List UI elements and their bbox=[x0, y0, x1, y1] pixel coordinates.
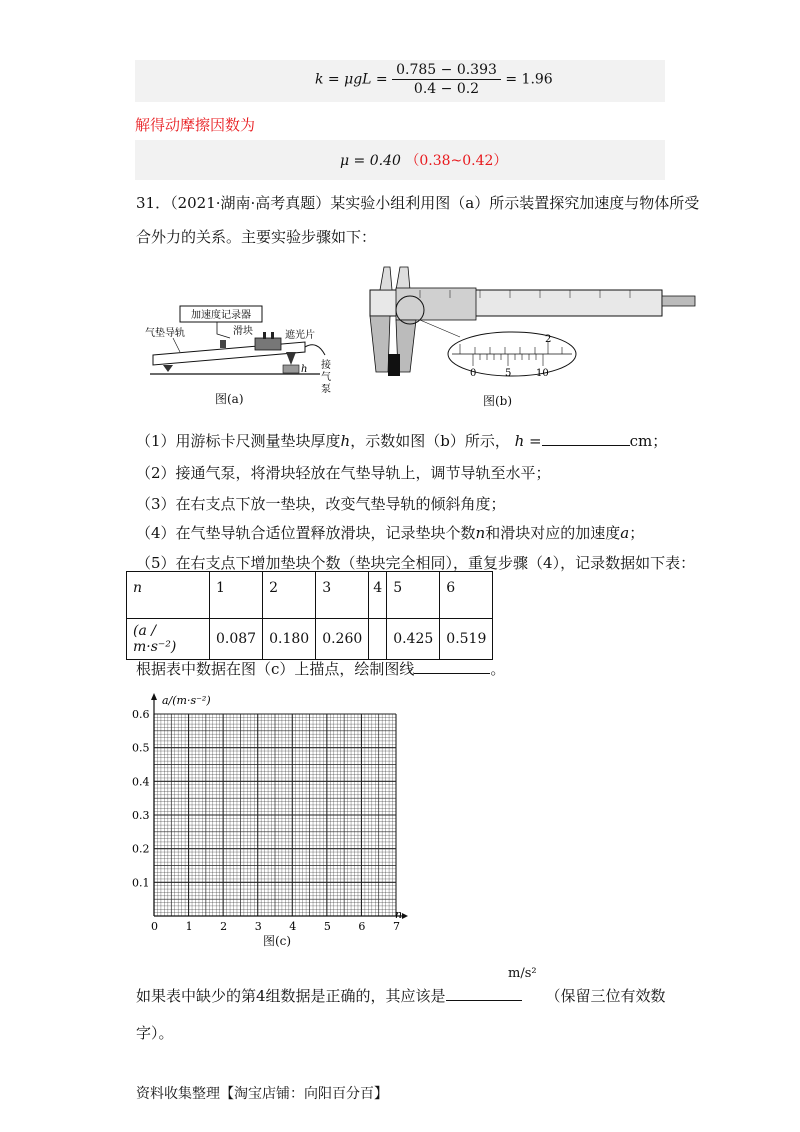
x-tick-label: 5 bbox=[323, 920, 331, 930]
step-1 bbox=[136, 430, 667, 451]
table-cell-n6: 6 bbox=[440, 572, 493, 619]
step-1-text-a: （1）用游标卡尺测量垫块厚度 bbox=[136, 432, 341, 450]
equation-k-fraction bbox=[392, 62, 501, 97]
missing-unit: m/s² bbox=[508, 966, 537, 981]
x-tick-label: 4 bbox=[289, 920, 297, 930]
table-cell-n4: 4 bbox=[369, 572, 387, 619]
table-cell-a6: 0.519 bbox=[440, 619, 493, 660]
step-5: （5）在右支点下增加垫块个数（垫块完全相同），重复步骤（4），记录数据如下表： bbox=[136, 554, 696, 572]
y-tick-label: 0.3 bbox=[132, 809, 150, 822]
step-4 bbox=[136, 522, 644, 543]
table-cell-a1: 0.087 bbox=[210, 619, 263, 660]
step-4-text-b: 和滑块对应的加速度 bbox=[485, 524, 621, 542]
figure-b-caliper bbox=[360, 262, 705, 387]
step-4-text-c: ； bbox=[629, 524, 645, 542]
recorder-wire bbox=[217, 322, 230, 338]
equation-k-lhs: k = μgL = bbox=[315, 71, 388, 88]
equation-k bbox=[315, 62, 553, 97]
answer-blank-h[interactable] bbox=[542, 431, 630, 446]
x-tick-label: 6 bbox=[358, 920, 366, 930]
figure-a-apparatus bbox=[145, 300, 345, 410]
x-tick-label: 0 bbox=[151, 920, 158, 930]
table-cell-n2: 2 bbox=[263, 572, 316, 619]
x-tick-label: 7 bbox=[393, 920, 400, 930]
equation-k-denominator: 0.4 − 0.2 bbox=[413, 81, 480, 97]
mu-equation-range: （0.38~0.42） bbox=[405, 153, 508, 169]
step-1-unit: cm； bbox=[629, 432, 668, 450]
rail-pointer bbox=[173, 338, 180, 352]
label-recorder: 加速度记录器 bbox=[191, 310, 251, 321]
y-tick-label: 0.2 bbox=[132, 842, 150, 856]
solve-text: 解得动摩擦因数为 bbox=[135, 116, 256, 134]
fixed-jaw-bottom bbox=[370, 316, 390, 372]
label-pump-2: 气 bbox=[321, 372, 331, 383]
answer-blank-missing[interactable] bbox=[446, 986, 522, 1001]
equation-k-result: = 1.96 bbox=[505, 71, 553, 88]
mu-equation bbox=[340, 150, 507, 170]
step-4-text-a: （4）在气垫导轨合适位置释放滑块，记录垫块个数 bbox=[136, 524, 476, 542]
answer-blank-plot[interactable] bbox=[414, 659, 490, 674]
question-line-2: 合外力的关系。主要实验步骤如下： bbox=[136, 228, 377, 246]
slider-block bbox=[255, 338, 281, 350]
sensor bbox=[220, 340, 226, 348]
step-1-text-c: h = bbox=[514, 432, 542, 450]
vernier-slide bbox=[396, 288, 476, 320]
table-row bbox=[127, 572, 493, 619]
x-tick-label: 2 bbox=[220, 920, 228, 930]
caliper-rod bbox=[662, 296, 695, 306]
x-tick-label: 1 bbox=[185, 920, 193, 930]
plot-instruction-end: 。 bbox=[490, 660, 506, 678]
pad-block bbox=[283, 365, 299, 373]
step-2: （2）接通气泵，将滑块轻放在气垫导轨上，调节导轨至水平； bbox=[136, 464, 551, 482]
y-tick-label: 0.1 bbox=[132, 876, 150, 890]
data-table bbox=[126, 571, 493, 660]
figure-c-chart[interactable] bbox=[130, 690, 410, 930]
x-axis-label: n bbox=[395, 908, 403, 921]
missing-question-text-a: 如果表中缺少的第4组数据是正确的，其应该是 bbox=[136, 987, 446, 1005]
table-cell-n1: 1 bbox=[210, 572, 263, 619]
table-cell-a4[interactable] bbox=[369, 619, 387, 660]
moving-jaw-top bbox=[396, 267, 410, 290]
chart-axes bbox=[151, 693, 408, 919]
fixed-jaw-top bbox=[380, 267, 392, 290]
table-cell-a3: 0.260 bbox=[316, 619, 369, 660]
measured-block bbox=[388, 354, 400, 376]
table-header-n: n bbox=[127, 572, 210, 619]
shade-plate bbox=[263, 332, 266, 339]
step-4-var-n: n bbox=[475, 524, 486, 542]
step-1-text-b: ，示数如图（b）所示， bbox=[350, 432, 510, 450]
plot-instruction-text: 根据表中数据在图（c）上描点，绘制图线 bbox=[136, 660, 415, 678]
shade-plate-2 bbox=[271, 332, 274, 339]
zoom-label-0: 0 bbox=[470, 368, 477, 379]
figure-b-caption: 图(b) bbox=[483, 394, 513, 408]
label-pump-3: 泵 bbox=[321, 384, 331, 395]
table-cell-n3: 3 bbox=[316, 572, 369, 619]
x-tick-label: 3 bbox=[254, 920, 262, 930]
left-support bbox=[163, 365, 173, 372]
label-h: h bbox=[301, 364, 308, 375]
table-row bbox=[127, 619, 493, 660]
x-axis-arrow bbox=[402, 913, 408, 919]
y-tick-label: 0.6 bbox=[132, 708, 150, 721]
equation-k-numerator: 0.785 − 0.393 bbox=[392, 62, 501, 80]
air-hose bbox=[305, 345, 325, 355]
chart-tick-labels bbox=[132, 708, 403, 930]
label-rail: 气垫导轨 bbox=[145, 328, 185, 339]
step-3: （3）在右支点下放一垫块，改变气垫导轨的倾斜角度； bbox=[136, 495, 506, 513]
y-tick-label: 0.5 bbox=[132, 741, 150, 755]
missing-question-text-b: （保留三位有效数 bbox=[545, 987, 666, 1005]
y-axis-label: a/(m·s⁻²) bbox=[162, 694, 211, 707]
right-support bbox=[286, 352, 296, 365]
chart-grid bbox=[154, 714, 396, 916]
missing-question-end: 字）。 bbox=[136, 1024, 174, 1042]
label-shade: 遮光片 bbox=[285, 330, 315, 341]
zoom-label-10: 10 bbox=[536, 368, 549, 379]
footer-text: 资料收集整理【淘宝店铺：向阳百分百】 bbox=[136, 1086, 388, 1102]
missing-question-line bbox=[136, 985, 666, 1006]
magnifier-pointer bbox=[420, 320, 460, 337]
y-axis-arrow bbox=[151, 693, 157, 700]
zoom-label-5: 5 bbox=[505, 368, 512, 379]
table-row-label-a: (a / m·s⁻²) bbox=[127, 619, 210, 660]
plot-instruction bbox=[136, 658, 505, 679]
step-1-var-h: h bbox=[340, 432, 351, 450]
mu-equation-lhs: μ = 0.40 bbox=[340, 153, 401, 169]
table-cell-n5: 5 bbox=[387, 572, 440, 619]
zoom-label-top: 2 bbox=[545, 334, 552, 345]
figure-c-caption: 图(c) bbox=[263, 934, 292, 948]
label-pump-1: 接 bbox=[321, 360, 331, 371]
step-4-var-a: a bbox=[620, 524, 630, 542]
label-slider: 滑块 bbox=[233, 326, 253, 337]
air-track bbox=[153, 342, 305, 365]
table-cell-a5: 0.425 bbox=[387, 619, 440, 660]
figure-a-caption: 图(a) bbox=[215, 392, 244, 406]
question-line-1: 31．（2021·湖南·高考真题）某实验小组利用图（a）所示装置探究加速度与物体所受 bbox=[136, 194, 700, 212]
table-cell-a2: 0.180 bbox=[263, 619, 316, 660]
y-tick-label: 0.4 bbox=[132, 775, 150, 789]
